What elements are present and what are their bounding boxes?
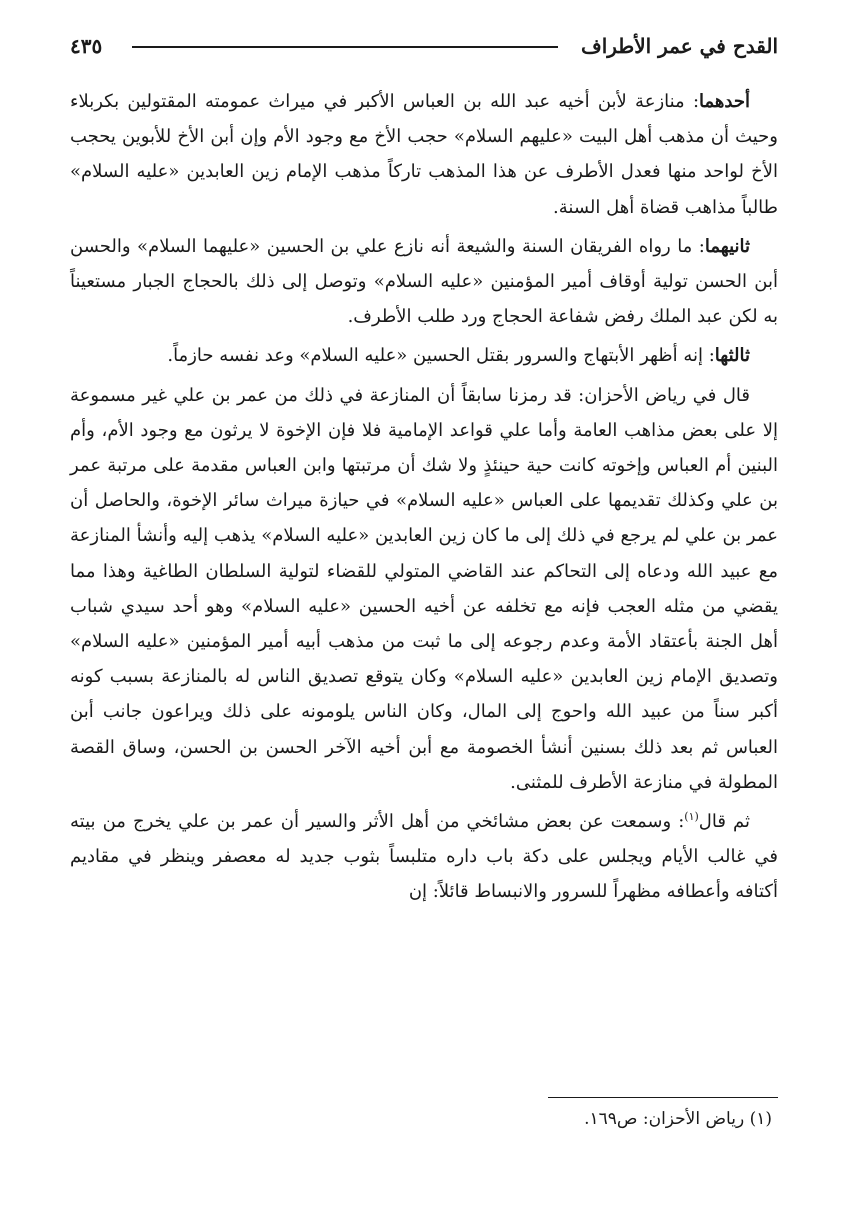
header-rule xyxy=(132,46,558,48)
paragraph-text: : ما رواه الفريقان السنة والشيعة أنه نازع علي بن الحسين «عليهما السلام» والحسن أبن الحسن تولية أوقاف أمير المؤمنين «عليه السلام» وتوصل إلى ذلك بالحجاج الجبار مستعيناً به لكن عبد الملك رفض شفاعة الحجاج ورد طلب الأطرف. xyxy=(70,235,778,328)
paragraph-second xyxy=(70,229,778,335)
paragraph-text: : إنه أظهر الأبتهاج والسرور بقتل الحسين «عليه السلام» وعد نفسه حازماً. xyxy=(167,345,715,367)
page-number: ٤٣٥ xyxy=(70,34,103,58)
paragraph-text: : منازعة لأبن أخيه عبد الله بن العباس الأكبر في ميراث عمومته المقتولين بكربلاء وحيث أن مذهب أهل البيت «عليهم السلام» حجب الأخ مع وجود الأم وإن أبن الأخ للأبوين يحجب الأخ لواحد منها فعدل الأطرف عن هذا المذهب تاركاً مذهب الإمام زين العابدين «عليه السلام» طالباً مذاهب قضاة أهل السنة. xyxy=(70,91,778,218)
paragraph-third xyxy=(70,338,778,373)
footnote: (١) رياض الأحزان: ص١٦٩. xyxy=(584,1109,772,1129)
running-title: القدح في عمر الأطراف xyxy=(580,34,778,58)
paragraph-quote: قال في رياض الأحزان: قد رمزنا سابقاً أن المنازعة في ذلك من عمر بن علي غير مسموعة إلا على بعض مذاهب العامة وأما علي قواعد الإمامية فلا فإن الإخوة لا يرثون مع وجود الأم، وأم البنين أم العباس وإخوته كانت حية حينئذٍ ولا شك أن مرتبتها وابن العباس مقدمة على مرتبة عمر بن علي وكذلك تقديمها على العباس «عليه السلام» في حيازة ميراث سائر الإخوة، والحاصل أن عمر بن علي لم يرجع في ذلك إلى ما كان زين العابدين «عليه السلام» يذهب إليه وأنشأ المنازعة مع عبيد الله ودعاه إلى التحاكم عند القاضي المتولي للقضاء لتولية السلطان الطاغية وهذا مما يقضي من مثله العجب فإنه مع تخلفه عن أخيه الحسين «عليه السلام» وهو أحد سيدي شباب أهل الجنة بأعتقاد الأمة وعدم رجوعه إلى ما ثبت من مذهب أبيه أمير المؤمنين «عليه السلام» وتصديق الإمام زين العابدين «عليه السلام» وكان يتوقع تصديق الناس له بالمنازعة بسبب كونه أكبر سناً من عبيد الله واحوج إلى المال، وكان الناس يلومونه على ذلك ويراعون جانب أبن العباس ثم بعد ذلك بسنين أنشأ الخصومة مع أبن أخيه الآخر الحسن بن الحسن، وساق القصة المطولة في منازعة الأطرف للمثنى. xyxy=(70,384,778,793)
footnote-reference[interactable]: (١) xyxy=(684,810,699,824)
page-body xyxy=(70,84,778,914)
paragraph-lead: ثانيهما xyxy=(704,235,750,257)
paragraph-last xyxy=(70,804,778,910)
paragraph-text: ثم قال xyxy=(698,811,750,833)
paragraph-lead: أحدهما xyxy=(699,91,750,112)
page-header xyxy=(70,28,778,62)
paragraph-lead: ثالثها xyxy=(714,345,750,367)
paragraph-text: : وسمعت عن بعض مشائخي من أهل الأثر والسير أن عمر بن علي يخرج من بيته في غالب الأيام ويجلس على دكة باب داره متلبساً بثوب جديد له معصفر وينظر في مقاديم أكتافه وأعطافه مظهراً للسرور والانبساط قائلاً: إن xyxy=(70,811,778,903)
paragraph-first xyxy=(70,84,778,225)
footnote-rule xyxy=(548,1097,778,1098)
